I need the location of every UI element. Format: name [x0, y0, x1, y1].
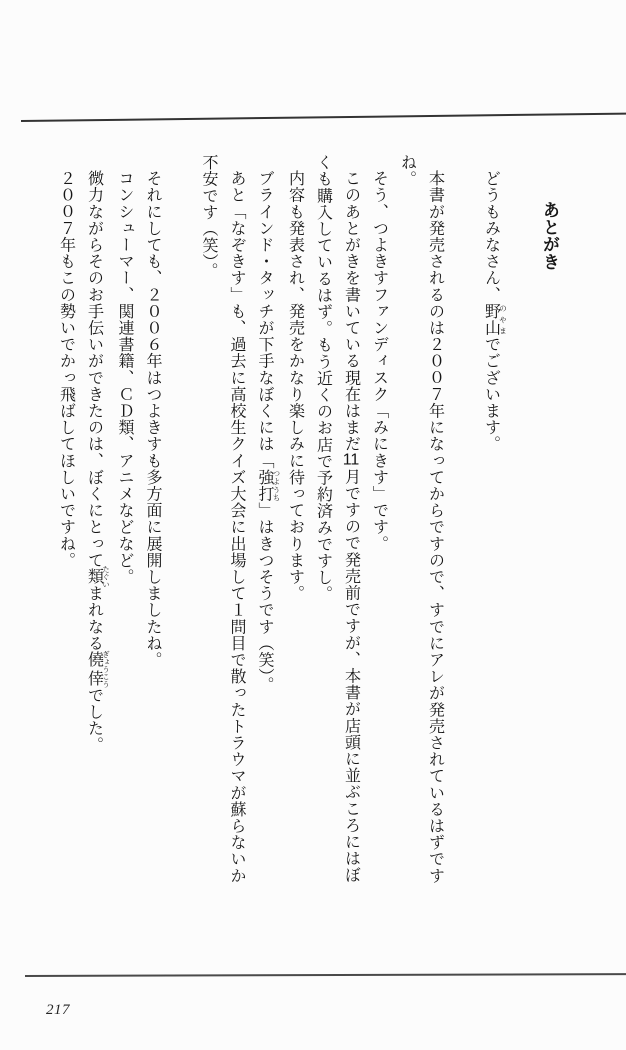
bottom-border-rule [25, 973, 626, 977]
paragraph: ブラインド・タッチが下手なぼくには「強打 つようち」はきつそうです（笑）。 [256, 170, 281, 694]
paragraph: ２００７年もこの勢いでかっ飛ばしてほしいですね。 [57, 170, 75, 569]
paragraph: それにしても、２００６年はつよきすも多方面に展開しましたね。 [144, 170, 161, 668]
top-border-rule [21, 112, 626, 122]
afterword-text [52, 154, 508, 891]
paragraph: あと「なぞきす」も、過去に高校生クイズ大会に出場して１問目で散ったトラウマが蘇らないか不安です（笑）。 [200, 154, 245, 884]
paragraph: 本書が発売されるのは２００７年になってからですので、すでにアレが発売されているはずですね。 [398, 154, 444, 884]
paragraph: このあとがきを書いている現在はまだ11月ですので発売前ですが、本書が店頭に並ぶころにはぼくも購入しているはず。もう近くのお店で予約済みですし。 [314, 154, 360, 884]
paragraph: 内容も発表され、発売をかなり楽しみに待っております。 [286, 170, 304, 602]
page-number: 217 [46, 1002, 70, 1018]
paragraph: そう、つよきすファンディスク「みにきす」です。 [370, 170, 388, 552]
paragraph: どうもみなさん、野山 のやまでございます。 [482, 170, 508, 453]
afterword-title: あとがき [540, 201, 559, 271]
paragraph: コンシューマー、関連書籍、ＣＤ類、アニメなどなど。 [116, 170, 133, 585]
paragraph: 微力ながらそのお手伝いができたのは、ぼくにとって類 たぐいまれなる僥倖 ぎょうこうでした。 [85, 170, 111, 754]
